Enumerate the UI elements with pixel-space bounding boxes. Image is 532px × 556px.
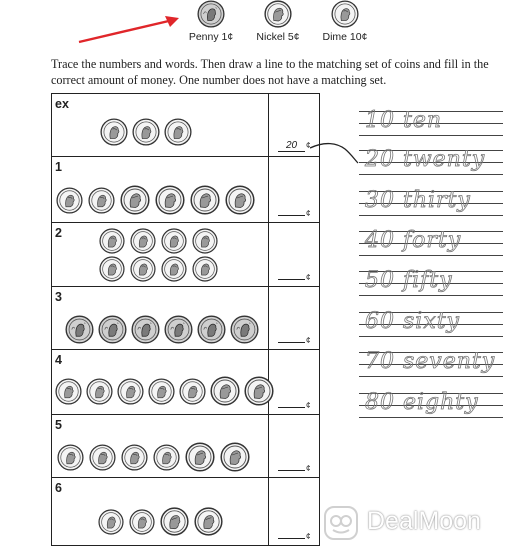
legend-dime	[310, 0, 380, 43]
watermark-text: DealMoon	[367, 507, 481, 535]
trace-item[interactable]	[359, 187, 503, 216]
trace-item[interactable]	[359, 227, 503, 256]
nickel-icon	[194, 507, 223, 536]
answer-value[interactable]	[278, 204, 305, 216]
legend-penny	[176, 0, 246, 43]
row-label: ex	[55, 97, 69, 111]
dime-icon	[153, 444, 180, 471]
nickel-icon	[185, 442, 215, 472]
cent-sign: ¢	[306, 209, 311, 218]
dime-icon	[132, 118, 160, 146]
worksheet-table	[51, 93, 320, 546]
legend-penny-label: Penny 1¢	[188, 31, 234, 43]
table-row-5	[52, 415, 319, 478]
dime-icon	[192, 256, 218, 282]
dime-icon	[117, 378, 144, 405]
trace-item[interactable]	[359, 146, 503, 175]
dime-icon	[129, 509, 155, 535]
instructions-text: Trace the numbers and words. Then draw a line to the matching set of coins and fill in the correct amount of money. One number does not have a matching set.	[51, 57, 489, 87]
row-label: 1	[55, 160, 62, 174]
row-label: 3	[55, 290, 62, 304]
trace-word: 60 sixty	[365, 309, 460, 334]
nickel-icon	[155, 185, 185, 215]
watermark	[322, 504, 527, 544]
penny-icon	[164, 315, 193, 344]
nickel-icon	[220, 442, 250, 472]
dime-icon	[179, 378, 206, 405]
answer-value[interactable]	[278, 331, 305, 343]
penny-icon	[65, 315, 94, 344]
dime-icon	[161, 256, 187, 282]
dime-icon	[56, 187, 83, 214]
dime-icon	[164, 118, 192, 146]
cent-sign: ¢	[306, 273, 311, 282]
coin-set	[55, 378, 274, 406]
cent-sign: ¢	[306, 401, 311, 410]
trace-item[interactable]	[359, 308, 503, 337]
penny-icon	[230, 315, 259, 344]
dime-icon	[88, 187, 115, 214]
table-row-3	[52, 287, 319, 350]
legend-nickel	[243, 0, 313, 43]
dime-icon	[130, 256, 156, 282]
dime-icon	[130, 228, 156, 254]
cent-sign: ¢	[306, 464, 311, 473]
trace-word: 50 fifty	[365, 268, 453, 293]
trace-item[interactable]	[359, 389, 503, 418]
answer-value[interactable]	[278, 268, 305, 280]
nickel-icon	[160, 507, 189, 536]
row-label: 6	[55, 481, 62, 495]
answer-blank[interactable]	[278, 331, 312, 345]
row-label: 4	[55, 353, 62, 367]
dime-icon	[99, 256, 125, 282]
dime-icon	[55, 378, 82, 405]
table-row-4	[52, 350, 319, 415]
cent-sign: ¢	[306, 336, 311, 345]
table-row-ex	[52, 94, 319, 157]
penny-icon	[98, 315, 127, 344]
dime-icon	[98, 509, 124, 535]
trace-word: 70 seventy	[365, 349, 496, 374]
dime-icon	[148, 378, 175, 405]
dime-icon	[89, 444, 116, 471]
answer-blank[interactable]	[278, 396, 312, 410]
answer-blank[interactable]	[278, 268, 312, 282]
red-arrow-icon	[75, 12, 185, 48]
dime-icon	[57, 444, 84, 471]
matching-line	[305, 135, 365, 175]
nickel-icon	[120, 185, 150, 215]
coin-set	[100, 118, 192, 146]
trace-item[interactable]	[359, 267, 503, 296]
coin-set	[99, 256, 218, 282]
trace-word: 40 forty	[365, 228, 462, 253]
trace-item[interactable]	[359, 107, 503, 136]
dime-icon	[161, 228, 187, 254]
table-row-1	[52, 157, 319, 223]
table-row-2	[52, 223, 319, 287]
trace-word: 80 eighty	[365, 390, 479, 415]
trace-word: 20 twenty	[365, 147, 486, 172]
cent-sign: ¢	[306, 141, 311, 150]
row-label: 2	[55, 226, 62, 240]
answer-blank[interactable]	[278, 527, 312, 541]
answer-value[interactable]	[278, 396, 305, 408]
coin-set	[98, 509, 223, 536]
dealmoon-logo-icon	[322, 504, 360, 542]
nickel-icon	[190, 185, 220, 215]
coin-set	[57, 444, 250, 472]
table-row-6	[52, 478, 319, 545]
dime-icon	[86, 378, 113, 405]
penny-icon	[131, 315, 160, 344]
coin-set	[65, 315, 259, 344]
nickel-icon	[244, 376, 274, 406]
coin-set	[56, 187, 255, 215]
answer-blank[interactable]	[278, 204, 312, 218]
legend-nickel-label: Nickel 5¢	[256, 31, 300, 43]
answer-blank[interactable]	[278, 459, 312, 473]
answer-value[interactable]	[278, 527, 305, 539]
nickel-icon	[264, 0, 292, 28]
dime-icon	[192, 228, 218, 254]
nickel-icon	[210, 376, 240, 406]
answer-value[interactable]: 20	[278, 140, 305, 152]
legend-dime-label: Dime 10¢	[322, 31, 368, 43]
dime-icon	[100, 118, 128, 146]
trace-item[interactable]	[359, 348, 503, 377]
nickel-icon	[225, 185, 255, 215]
row-label: 5	[55, 418, 62, 432]
coin-set	[99, 228, 218, 254]
dime-icon	[99, 228, 125, 254]
trace-word: 30 thirty	[365, 188, 471, 213]
penny-icon	[197, 315, 226, 344]
penny-icon	[197, 0, 225, 28]
dime-icon	[121, 444, 148, 471]
answer-value[interactable]	[278, 459, 305, 471]
dime-icon	[331, 0, 359, 28]
trace-word: 10 ten	[365, 108, 443, 133]
cent-sign: ¢	[306, 532, 311, 541]
